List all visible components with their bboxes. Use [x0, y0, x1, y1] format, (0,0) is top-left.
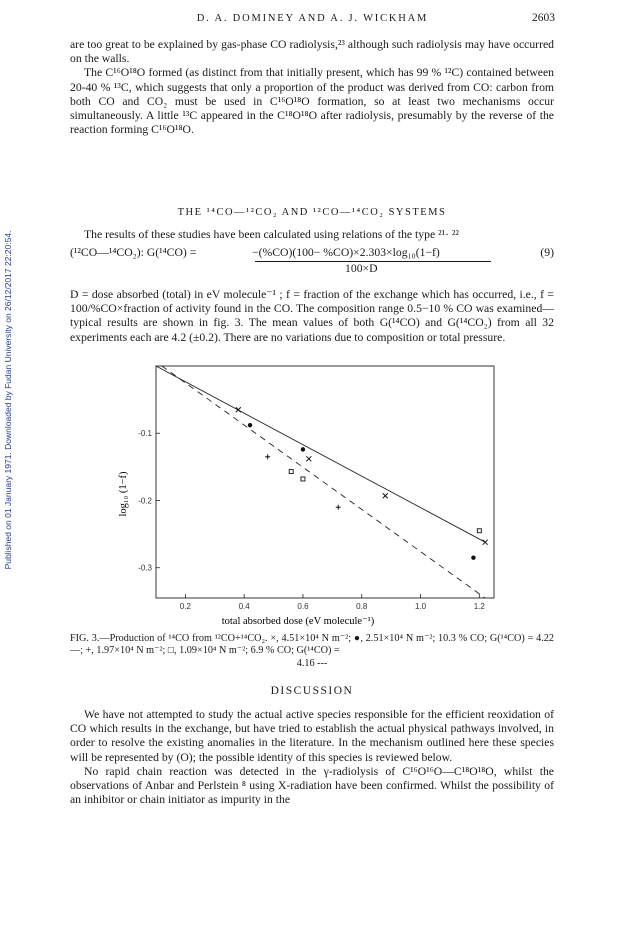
- x-tick-label: 1.0: [414, 602, 427, 611]
- intro-text: [70, 38, 554, 137]
- figure-3-chart: [108, 362, 508, 630]
- x-tick-label: 0.6: [297, 602, 309, 611]
- x-tick-label: 1.2: [473, 602, 485, 611]
- y-tick-label: -0.3: [138, 563, 152, 573]
- open-square-point: [289, 470, 293, 474]
- y-tick-label: -0.1: [138, 429, 152, 439]
- cross-marker-point: [483, 540, 488, 545]
- equation-number: (9): [540, 246, 554, 259]
- chart-axes: [156, 366, 494, 598]
- dashed-fit-line: [162, 366, 485, 598]
- open-square-point: [301, 477, 305, 481]
- paragraph-1: are too great to be explained by gas-phase CO radiolysis,²³ although such radiolysis may have occurred on the walls.: [70, 38, 554, 66]
- cross-marker-point: [383, 493, 388, 498]
- section-title-discussion: DISCUSSION: [270, 685, 354, 697]
- x-tick-label: 0.8: [356, 602, 368, 611]
- cross-marker-point: [236, 407, 241, 412]
- publication-sidebar-note: [1, 185, 15, 615]
- equation-numerator: −(%CO)(100− %CO)×2.303×log₁₀(1−f): [252, 246, 440, 259]
- running-header: [70, 13, 555, 29]
- chart-data-points: [236, 407, 488, 560]
- plus-marker-point: [265, 454, 270, 459]
- open-square-point: [477, 529, 481, 533]
- sidebar-text: Published on 01 January 1971. Downloaded by Fudan University on 26/12/2017 22:20:54.: [3, 230, 13, 570]
- cross-marker-point: [306, 456, 311, 461]
- plus-marker-point: [336, 505, 341, 510]
- page-number: 2603: [532, 12, 555, 24]
- discussion-text: [70, 708, 554, 807]
- y-tick-label: -0.2: [138, 496, 152, 506]
- chart-fit-lines: [156, 366, 485, 598]
- paragraph-6: No rapid chain reaction was detected in the γ-radiolysis of C¹⁶O¹⁶O—C¹⁸O¹⁸O, whilst the observations of Anbar and Perlstein ⁸ using X-radiation have been confirmed. Whilst the possibility of an inhibitor or chain initiator as impurity in the: [70, 764, 554, 807]
- filled-circle-point: [301, 447, 305, 451]
- filled-circle-point: [471, 555, 475, 559]
- paragraph-2: The C¹⁶O¹⁸O formed (as distinct from that initially present, which has 99 % ¹²C) contained between 20-40 % ¹³C, which suggests that only a proportion of the product was derived from CO: carbon from both CO and CO₂ must be used in C¹⁶O¹⁸O formation, so at least two mechanisms occur simultaneously. A little ¹³C appeared in the C¹⁸O¹⁸O after radiolysis, presumably by the reverse of the reaction forming C¹⁶O¹⁸O.: [70, 66, 554, 137]
- figure-caption: [70, 633, 554, 670]
- filled-circle-point: [248, 423, 252, 427]
- chart-tick-labels: [138, 429, 485, 611]
- solid-fit-line: [156, 366, 485, 542]
- equation-lhs: (¹²CO—¹⁴CO₂): G(¹⁴CO) =: [70, 246, 197, 259]
- caption-text: FIG. 3.—Production of ¹⁴CO from ¹²CO+¹⁴CO₂. ×, 4.51×10⁴ N m⁻²; ●, 2.51×10⁴ N m⁻²; 10.3 % CO; G(¹⁴CO) = 4.22—; +, 1.97×10⁴ N m⁻²; □, 1.09×10⁴ N m⁻²; 6.9 % CO; G(¹⁴CO) =: [70, 633, 554, 657]
- paragraph-4-block: [70, 288, 554, 345]
- equation-9: [70, 246, 554, 278]
- header-authors: D. A. DOMINEY AND A. J. WICKHAM: [196, 13, 429, 24]
- section-title-systems: THE ¹⁴CO—¹²CO₂ AND ¹²CO—¹⁴CO₂ SYSTEMS: [177, 207, 447, 218]
- caption-last-line: 4.16 ---: [296, 657, 328, 669]
- paragraph-5: We have not attempted to study the actual active species responsible for the efficient reoxidation of CO which results in the exchange, but have tried to establish the actual physical pathways involved, in order to resolve the existing anomalies in the literature. In the mechanism outlined here these species will be represented by (O); the possible identity of this species is reviewed below.: [70, 708, 554, 764]
- x-axis-label: total absorbed dose (eV molecule⁻¹): [221, 616, 375, 627]
- equation-denominator: 100×D: [345, 262, 378, 275]
- y-axis-label: log₁₀ (1−f): [118, 471, 129, 517]
- paragraph-4: D = dose absorbed (total) in eV molecule⁻¹ ; f = fraction of the exchange which has occurred, i.e., f = 100/%CO×fraction of activity found in the CO. The composition range 0.5−10 % CO was examined—typical results are shown in fig. 3. The mean values of both G(¹⁴CO) and G(¹⁴CO₂) from all 32 experiments each are 4.2 (±0.2). There are no variations due to composition or total pressure.: [70, 288, 554, 344]
- plot-frame: [156, 366, 494, 598]
- paragraph-3: The results of these studies have been calculated using relations of the type ²¹· ²²: [84, 228, 459, 241]
- figure-3: [108, 362, 508, 630]
- x-tick-label: 0.2: [179, 602, 191, 611]
- paragraph-3-block: [70, 228, 554, 242]
- x-tick-label: 0.4: [238, 602, 250, 611]
